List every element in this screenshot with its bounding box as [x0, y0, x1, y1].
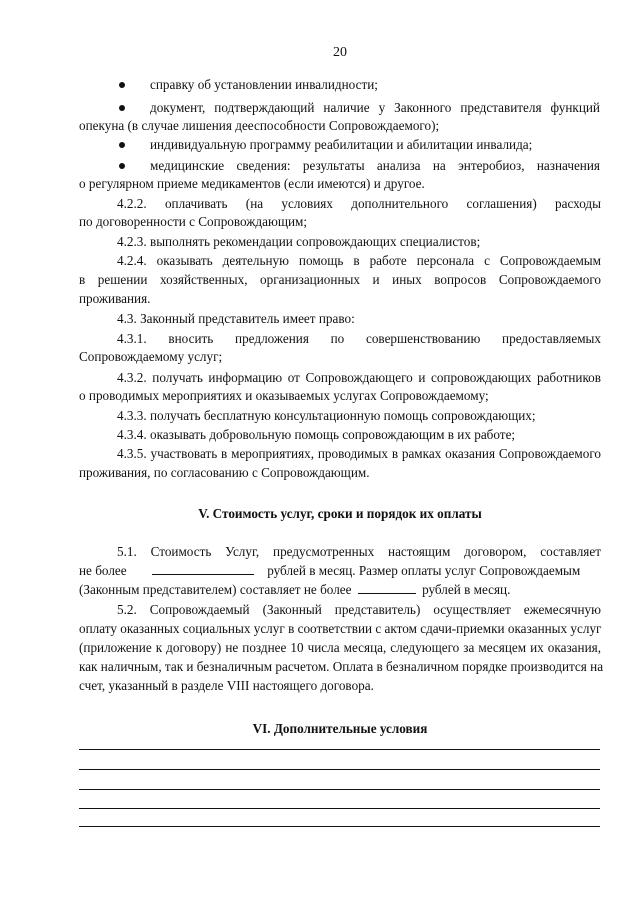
- clause-5-1-text: не более: [79, 563, 127, 578]
- clause-4-3-2-cont: о проводимых мероприятиях и оказываемых услугах Сопровождаемому;: [79, 388, 489, 403]
- clause-4-2-2-cont: по договоренности с Сопровождающим;: [79, 214, 308, 229]
- bullet-dot: [119, 142, 125, 148]
- clause-5-2-cont: (приложение к договору) не позднее 10 числа месяца, следующего за месяцем их оказания,: [79, 640, 601, 655]
- clause-5-1-text: (Законным представителем) составляет не более: [79, 582, 352, 597]
- clause-5-2: 5.2. Сопровождаемый (Законный представитель) осуществляет ежемесячную: [117, 602, 601, 617]
- clause-4-3-3: 4.3.3. получать бесплатную консультационную помощь сопровождающих;: [117, 408, 536, 423]
- clause-4-3-5-cont: проживания, по согласованию с Сопровождающим.: [79, 465, 370, 480]
- clause-4-3-1: 4.3.1. вносить предложения по совершенствованию предоставляемых: [117, 331, 601, 346]
- clause-4-3-2: 4.3.2. получать информацию от Сопровождающего и сопровождающих работников: [117, 370, 601, 385]
- clause-5-1-text: рублей в месяц.: [422, 582, 511, 597]
- clause-4-3-4: 4.3.4. оказывать добровольную помощь сопровождающим в их работе;: [117, 427, 516, 442]
- clause-5-2-cont: как наличным, так и безналичным расчетом. Оплата в безналичном порядке производится на: [79, 659, 604, 674]
- clause-5-2-cont: оплату оказанных социальных услуг в соответствии с актом сдачи-приемки оказанных услуг: [79, 621, 602, 636]
- bullet-item: документ, подтверждающий наличие у Законного представителя функций: [150, 100, 600, 115]
- bullet-dot: [119, 163, 125, 169]
- clause-4-2-4-cont: проживания.: [79, 291, 151, 306]
- bullet-dot: [119, 82, 125, 88]
- clause-5-1-text: рублей в месяц. Размер оплаты услуг Сопровождаемым: [267, 563, 581, 578]
- bullet-item: медицинские сведения: результаты анализа на энтеробиоз, назначения: [150, 158, 600, 173]
- clause-5-2-cont: счет, указанный в разделе VIII настоящего договора.: [79, 678, 374, 693]
- clause-4-2-4: 4.2.4. оказывать деятельную помощь в работе персонала с Сопровождаемым: [117, 253, 601, 268]
- blank-line: [79, 789, 600, 790]
- clause-4-2-4-cont: в решении хозяйственных, организационных и иных вопросов Сопровождаемого: [79, 272, 601, 287]
- bullet-item: индивидуальную программу реабилитации и абилитации инвалида;: [150, 137, 533, 152]
- clause-5-1: 5.1. Стоимость Услуг, предусмотренных настоящим договором, составляет: [117, 544, 601, 559]
- blank-line: [79, 769, 600, 770]
- section-5-heading: V. Стоимость услуг, сроки и порядок их оплаты: [198, 506, 482, 521]
- blank-line: [79, 808, 600, 809]
- clause-4-3-1-cont: Сопровождаемому услуг;: [79, 349, 223, 364]
- bullet-dot: [119, 105, 125, 111]
- section-6-heading: VI. Дополнительные условия: [252, 721, 428, 736]
- clause-4-2-2: 4.2.2. оплачивать (на условиях дополнительного соглашения) расходы: [117, 196, 601, 211]
- amount-blank: [358, 581, 416, 594]
- clause-4-3-5: 4.3.5. участвовать в мероприятиях, проводимых в рамках оказания Сопровождаемого: [117, 446, 601, 461]
- bullet-item: справку об установлении инвалидности;: [150, 77, 378, 92]
- clause-4-2-3: 4.2.3. выполнять рекомендации сопровождающих специалистов;: [117, 234, 481, 249]
- clause-4-3: 4.3. Законный представитель имеет право:: [117, 311, 355, 326]
- clause-5-1-line2: [79, 562, 601, 579]
- amount-blank: [152, 562, 254, 575]
- blank-line: [79, 826, 600, 827]
- blank-line: [79, 749, 600, 750]
- page-number: 20: [333, 45, 347, 60]
- bullet-item-cont: о регулярном приеме медикаментов (если имеются) и другое.: [79, 176, 425, 191]
- clause-5-1-line3: [79, 581, 601, 598]
- bullet-item-cont: опекуна (в случае лишения дееспособности Сопровождаемого);: [79, 118, 440, 133]
